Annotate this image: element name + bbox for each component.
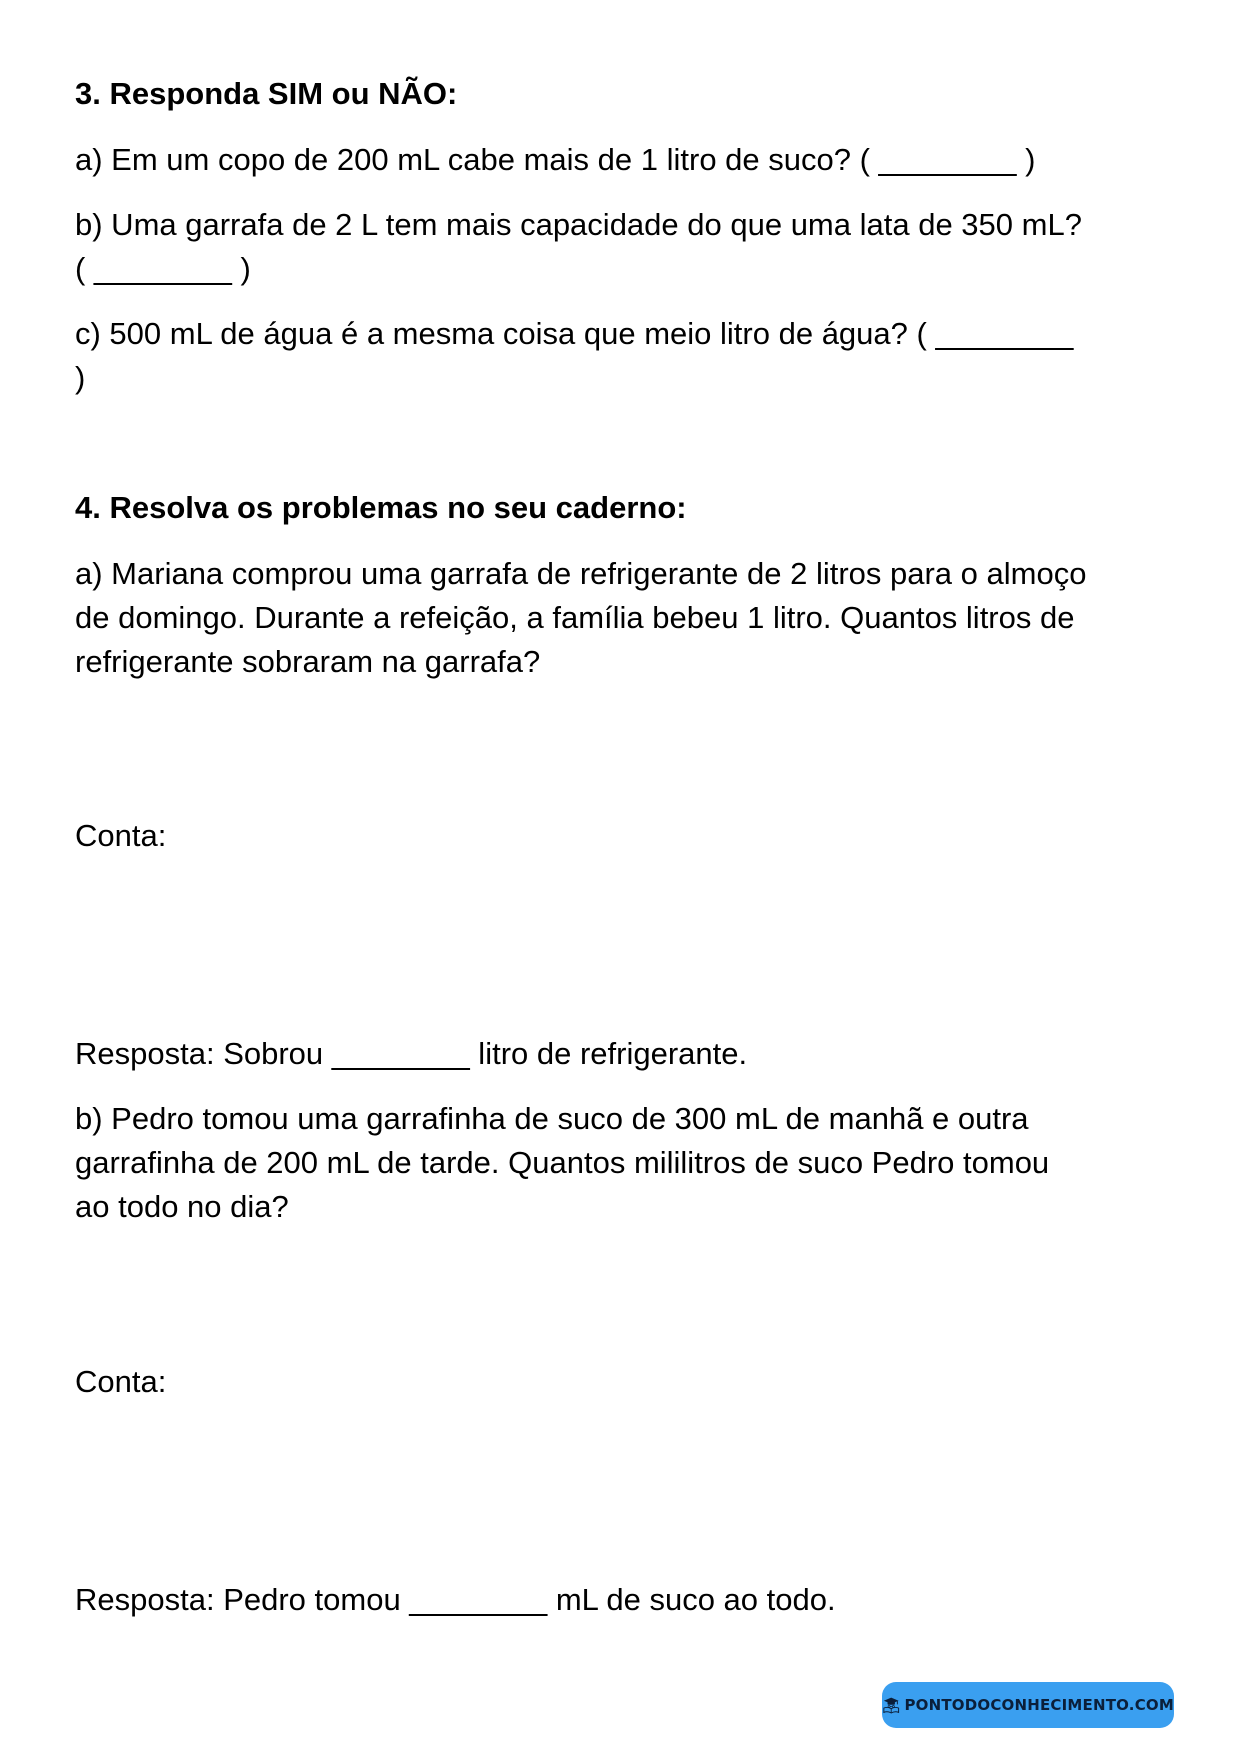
question-4b-resposta: Resposta: Pedro tomou ________ mL de suco ao todo. <box>75 1582 836 1617</box>
question-4a-line2: de domingo. Durante a refeição, a família bebeu 1 litro. Quantos litros de <box>75 600 1075 635</box>
question-3b-line1: b) Uma garrafa de 2 L tem mais capacidade do que uma lata de 350 mL? <box>75 207 1082 242</box>
question-3b-line2: ( ________ ) <box>75 251 251 286</box>
question-3a: a) Em um copo de 200 mL cabe mais de 1 litro de suco? ( ________ ) <box>75 142 1036 177</box>
question-4a-line3: refrigerante sobraram na garrafa? <box>75 644 541 679</box>
question-4-title: 4. Resolva os problemas no seu caderno: <box>75 490 687 525</box>
question-4a-line1: a) Mariana comprou uma garrafa de refrigerante de 2 litros para o almoço <box>75 556 1087 591</box>
question-3-title: 3. Responda SIM ou NÃO: <box>75 76 458 111</box>
site-name: PONTODOCONHECIMENTO.COM <box>904 1696 1174 1714</box>
question-4a-conta-label: Conta: <box>75 818 167 853</box>
question-4b-line2: garrafinha de 200 mL de tarde. Quantos mililitros de suco Pedro tomou <box>75 1145 1050 1180</box>
question-4b-line1: b) Pedro tomou uma garrafinha de suco de 300 mL de manhã e outra <box>75 1101 1029 1136</box>
question-4b-conta-label: Conta: <box>75 1364 167 1399</box>
question-3c-line1: c) 500 mL de água é a mesma coisa que meio litro de água? ( ________ <box>75 316 1074 351</box>
site-badge <box>882 1682 1174 1728</box>
question-4b-line3: ao todo no dia? <box>75 1189 289 1224</box>
book-mortarboard-icon <box>882 1690 900 1720</box>
question-4a-resposta: Resposta: Sobrou ________ litro de refrigerante. <box>75 1036 748 1071</box>
question-3c-line2: ) <box>75 360 86 395</box>
